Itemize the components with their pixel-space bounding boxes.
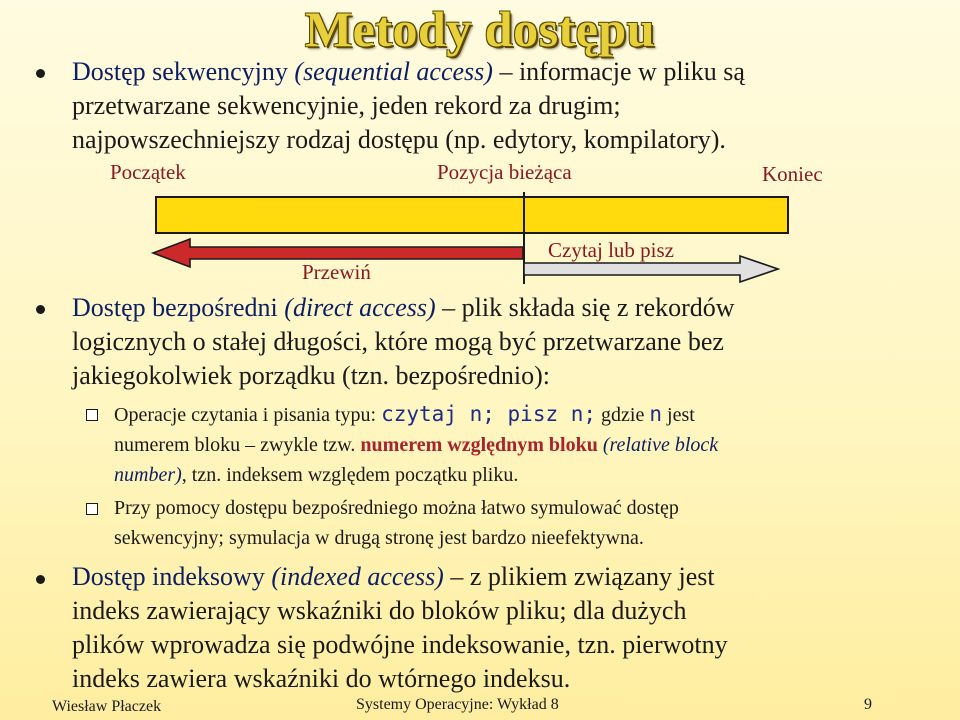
direct-text-1: plik składa się z rekordów xyxy=(461,293,735,322)
footer-author: Wiesław Płaczek xyxy=(52,698,162,715)
indexed-line-4: indeks zawiera wskaźniki do wtórnego indeksu. xyxy=(72,664,571,693)
sub-simulation-line-2: sekwencyjny; symulacja w drugą stronę jest bardzo nieefektywna. xyxy=(114,527,644,549)
diagram-current-label: Pozycja bieżąca xyxy=(437,160,572,184)
indexed-term-en: (indexed access) xyxy=(271,562,444,591)
indexed-term: Dostęp indeksowy xyxy=(72,562,265,591)
diagram-rewind-label: Przewiń xyxy=(302,260,371,284)
diagram-end-label: Koniec xyxy=(762,162,823,186)
bullet-direct xyxy=(36,305,45,314)
indexed-dash: – xyxy=(450,562,464,591)
sequential-line-2: przetwarzane sekwencyjnie, jeden rekord za drugim; xyxy=(72,91,621,120)
sub-bullet-simulation-icon xyxy=(86,503,98,515)
indexed-line-1 xyxy=(72,560,952,594)
direct-line-2: logicznych o stałej długości, które mogą być przetwarzane bez xyxy=(72,327,724,356)
sequential-line-3: najpowszechniejszy rodzaj dostępu (np. edytory, kompilatory). xyxy=(72,125,726,154)
sub-operations-code: czytaj n; pisz n; xyxy=(381,402,597,426)
direct-term: Dostęp bezpośredni xyxy=(72,293,278,322)
diagram-start-label: Początek xyxy=(110,160,186,184)
sub-operations-line-3 xyxy=(114,460,944,490)
sub-operations-line-2 xyxy=(114,430,944,460)
sub-operations-text-a: Operacje czytania i pisania typu: xyxy=(114,404,377,426)
sequential-line-1 xyxy=(72,55,952,89)
indexed-paragraph xyxy=(72,560,952,696)
sub-operations-text-b: gdzie xyxy=(601,404,645,426)
indexed-line-2: indeks zawierający wskaźniki do bloków pliku; dla dużych xyxy=(72,596,687,625)
sequential-text-1: informacje w pliku są xyxy=(518,57,745,86)
sub-operations-line-1 xyxy=(114,399,944,430)
direct-paragraph xyxy=(72,291,952,393)
sub-operations xyxy=(114,399,944,490)
relative-block-term-en: (relative block xyxy=(602,434,719,456)
direct-term-en: (direct access) xyxy=(284,293,436,322)
sub-simulation xyxy=(114,493,944,553)
sequential-paragraph xyxy=(72,55,952,157)
sub-operations-text-c: jest xyxy=(667,404,695,426)
sequential-dash: – xyxy=(499,57,513,86)
sub-operations-line3-rest: , tzn. indeksem względem początku pliku. xyxy=(181,464,519,486)
sequential-term-en: (sequential access) xyxy=(294,57,493,86)
bullet-sequential xyxy=(36,69,45,78)
page-title: Metody dostępu xyxy=(304,1,656,57)
direct-line-3: jakiegokolwiek porządku (tzn. bezpośrednio): xyxy=(72,361,550,390)
sub-bullet-operations-icon xyxy=(86,409,98,421)
bullet-indexed xyxy=(36,575,45,584)
indexed-text-1: z plikiem związany jest xyxy=(469,562,715,591)
sequential-term: Dostęp sekwencyjny xyxy=(72,57,288,86)
diagram-readwrite-label: Czytaj lub pisz xyxy=(548,238,674,262)
direct-dash: – xyxy=(442,293,456,322)
relative-block-term: numerem względnym bloku xyxy=(360,434,598,456)
footer-course: Systemy Operacyjne: Wykład 8 xyxy=(356,696,559,713)
direct-line-1 xyxy=(72,291,952,325)
sub-operations-line2-a: numerem bloku – zwykle tzw. xyxy=(114,434,356,456)
relative-block-term-en-2: number) xyxy=(114,464,182,486)
sub-operations-code-n: n xyxy=(649,402,663,426)
sub-simulation-line-1: Przy pomocy dostępu bezpośredniego można łatwo symulować dostęp xyxy=(114,497,679,519)
diagram-arrows xyxy=(150,225,800,285)
indexed-line-3: plików wprowadza się podwójne indeksowanie, tzn. pierwotny xyxy=(72,630,728,659)
footer-page-number: 9 xyxy=(864,696,872,713)
